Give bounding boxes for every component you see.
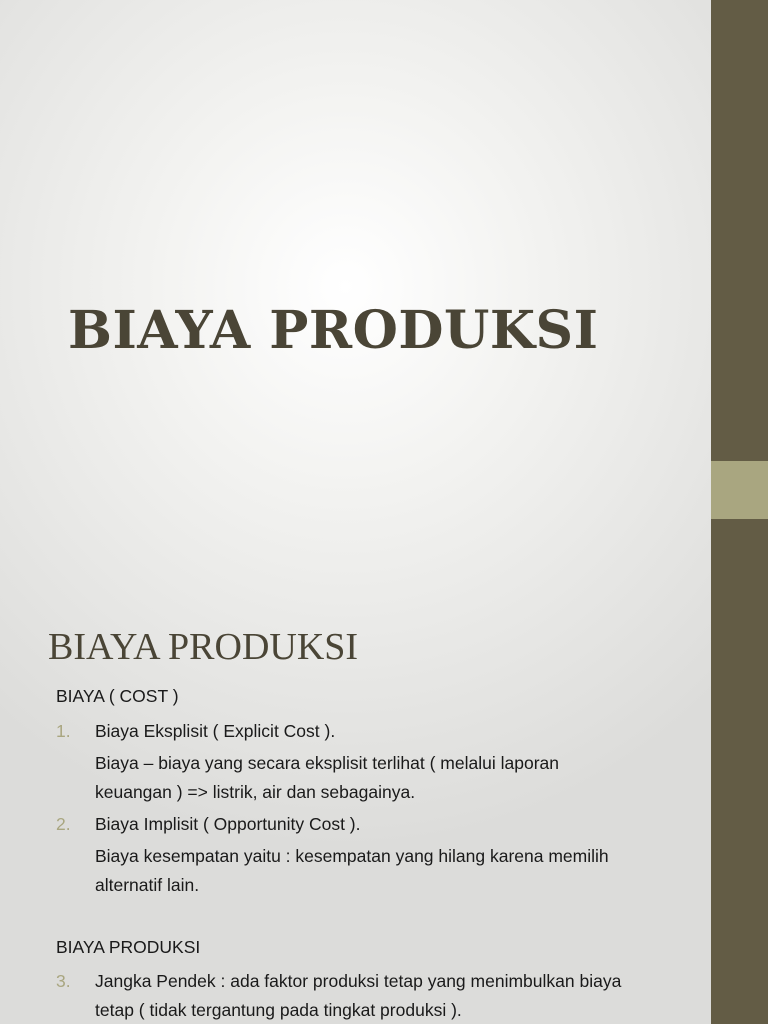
list-number-2: 2.	[56, 814, 71, 834]
list-item-1-desc-line-2: keuangan ) => listrik, air dan sebagainya.	[95, 782, 416, 802]
section-heading-produksi: BIAYA PRODUKSI	[56, 937, 201, 957]
section-heading-cost: BIAYA ( COST )	[56, 686, 179, 706]
list-item-1-desc-line-1: Biaya – biaya yang secara eksplisit terlihat ( melalui laporan	[95, 753, 559, 773]
list-item-2-label: Biaya Implisit ( Opportunity Cost ).	[95, 814, 361, 834]
list-number-1: 1.	[56, 721, 71, 741]
list-item-2-desc-line-2: alternatif lain.	[95, 875, 200, 895]
list-number-3: 3.	[56, 971, 71, 991]
slide-2-title: BIAYA PRODUKSI	[48, 626, 359, 668]
list-item-1-label: Biaya Eksplisit ( Explicit Cost ).	[95, 721, 336, 741]
slide-1-title: BIAYA PRODUKSI	[68, 300, 599, 361]
list-item-3-label-line-1: Jangka Pendek : ada faktor produksi tetap yang menimbulkan biaya	[95, 971, 622, 991]
list-item-3-label-line-2: tetap ( tidak tergantung pada tingkat produksi ).	[95, 1000, 462, 1020]
list-item-2-desc-line-1: Biaya kesempatan yaitu : kesempatan yang hilang karena memilih	[95, 846, 609, 866]
